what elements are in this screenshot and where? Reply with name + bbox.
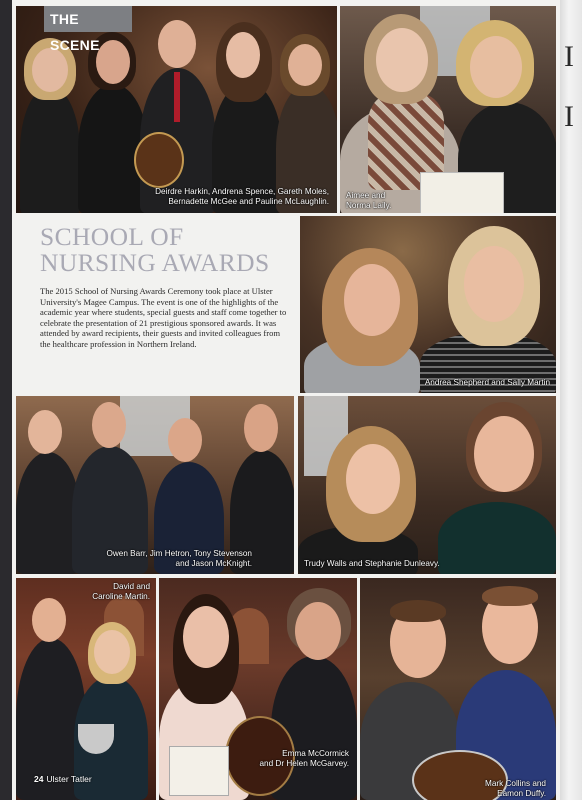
- page-number: 24: [34, 774, 44, 784]
- caption-line: and Dr Helen McGarvey.: [259, 759, 349, 768]
- photo-emma-helen: [159, 578, 357, 800]
- article-body: The 2015 School of Nursing Awards Ceremony took place at Ulster University's Magee Campus. The event is one of the highlights of the academic year where students, special guests and staff come together to celebrate the presentation of 21 prestigious sponsored awards. It was attended by award recipients, their guests and invited colleagues from the healthcare profession in Northern Ireland.: [40, 286, 287, 349]
- caption-line: Caroline Martin.: [92, 592, 150, 601]
- caption-line: Trudy Walls and Stephanie Dunleavy.: [304, 559, 440, 568]
- caption-line: David and: [113, 582, 150, 591]
- photo-trudy-stephanie: [298, 396, 556, 574]
- caption-line: Eamon Duffy.: [497, 789, 546, 798]
- section-tag: THE SCENE: [44, 6, 132, 32]
- photo-andrea-sally: [300, 216, 556, 393]
- caption-line: Andrea Shepherd and Sally Martin: [424, 378, 550, 387]
- caption-line: Emma McCormick: [282, 749, 349, 758]
- caption-line: Deirdre Harkin, Andrena Spence, Gareth Moles,: [155, 187, 329, 196]
- photo-mark-eamon: [360, 578, 556, 800]
- caption-line: Norma Laily.: [346, 201, 392, 210]
- next-page-edge: I I: [560, 0, 582, 800]
- caption-line: Mark Collins and: [485, 779, 546, 788]
- photo-aimee-norma: [340, 6, 556, 213]
- article-block: [16, 216, 298, 391]
- page-footer: [34, 774, 92, 784]
- magazine-name: Ulster Tatler: [46, 774, 92, 784]
- title-line: SCHOOL OF: [40, 222, 184, 251]
- photo-david-caroline: [16, 578, 156, 800]
- article-title: [40, 224, 270, 276]
- caption-line: Bernadette McGee and Pauline McLaughlin.: [168, 197, 329, 206]
- caption-line: Owen Barr, Jim Hetron, Tony Stevenson: [106, 549, 252, 558]
- caption-line: Aimee and: [346, 191, 386, 200]
- photo-four-men: [16, 396, 294, 574]
- caption-line: and Jason McKnight.: [175, 559, 252, 568]
- title-line: NURSING AWARDS: [40, 248, 270, 277]
